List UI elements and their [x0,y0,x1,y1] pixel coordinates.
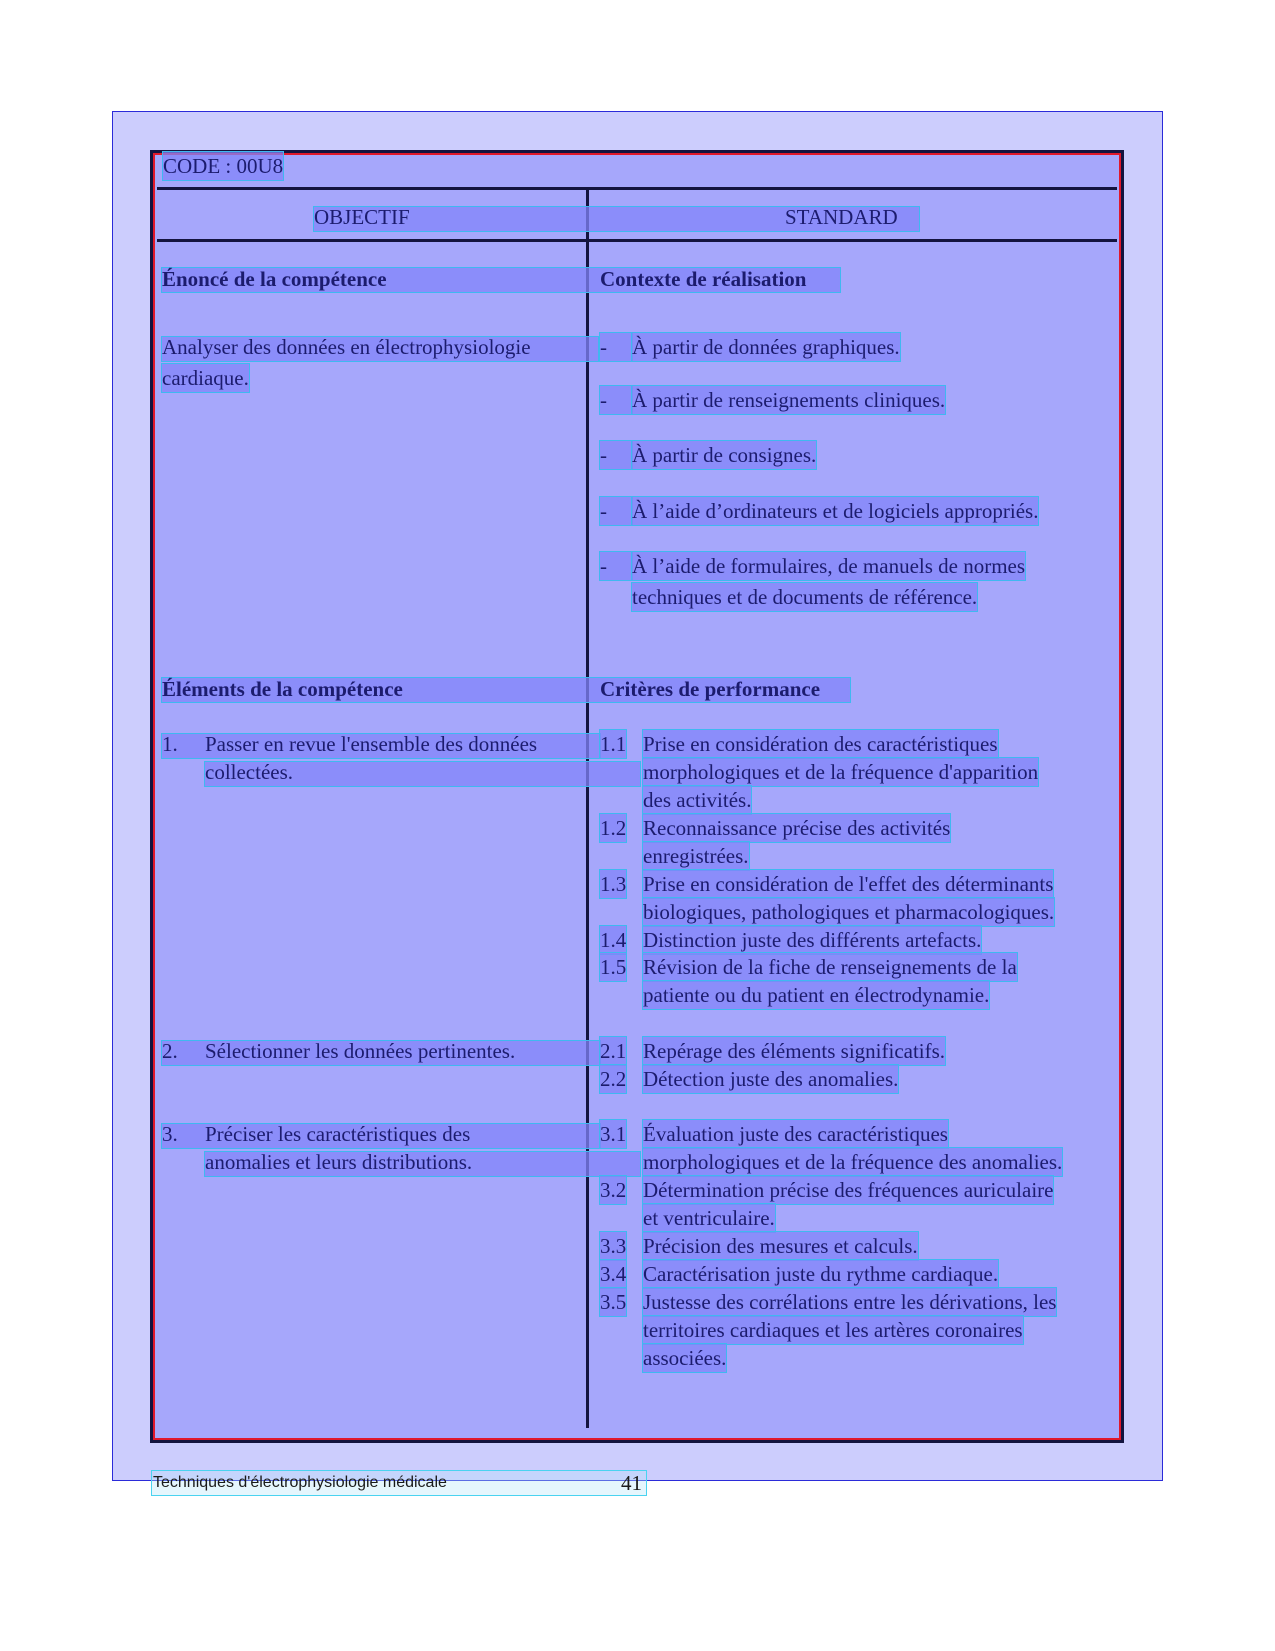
list-item: anomalies et leurs distributions. [205,1150,473,1174]
list-item: associées. [643,1346,727,1370]
column-divider [586,188,589,1428]
list-item: Détermination précise des fréquences auriculaire [643,1178,1054,1202]
list-item: Reconnaissance précise des activités [643,816,951,840]
list-item-number: 3.5 [600,1290,627,1314]
page-footer [152,1471,646,1495]
enonce-line: cardiaque. [162,366,249,390]
list-item: Repérage des éléments significatifs. [643,1039,946,1063]
list-item-bullet: - [600,497,632,525]
list-item-number: 2. [162,1039,178,1063]
list-item-number: 1.5 [600,955,627,979]
column-header-standard: STANDARD [785,205,898,229]
list-item-number: 1.3 [600,872,627,896]
list-item-bullet: - [600,333,632,361]
list-item: Détection juste des anomalies. [643,1067,899,1091]
list-item: Préciser les caractéristiques des [205,1122,471,1146]
list-item: Distinction juste des différents artefacts. [643,928,982,952]
list-item: À partir de renseignements cliniques. [632,388,946,412]
column-header-objectif: OBJECTIF [314,205,410,229]
list-item: morphologiques et de la fréquence d'apparition [643,760,1039,784]
list-item-number: 1.2 [600,816,627,840]
list-item-number: 3. [162,1122,178,1146]
enonce-line: Analyser des données en électrophysiologie [162,335,531,359]
list-item: techniques et de documents de référence. [632,585,978,609]
footer-title: Techniques d'électrophysiologie médicale [153,1474,447,1491]
list-item: À partir de consignes. [632,443,817,467]
list-item: À l’aide de formulaires, de manuels de normes [632,554,1026,578]
list-item: collectées. [205,760,294,784]
list-item: morphologiques et de la fréquence des anomalies. [643,1150,1063,1174]
list-item: Précision des mesures et calculs. [643,1234,918,1258]
list-item-number: 3.4 [600,1262,627,1286]
list-item: Prise en considération des caractéristiques [643,732,998,756]
list-item: enregistrées. [643,844,749,868]
elements-heading: Éléments de la compétence [162,677,403,701]
list-item: territoires cardiaques et les artères coronaires [643,1318,1023,1342]
list-item-bullet: - [600,441,632,469]
list-item-number: 2.1 [600,1039,627,1063]
list-item: biologiques, pathologiques et pharmacologiques. [643,900,1055,924]
list-item-bullet: - [600,552,632,580]
list-item-number: 1.1 [600,732,627,756]
list-item-number: 3.1 [600,1122,627,1146]
list-item: Caractérisation juste du rythme cardiaque. [643,1262,999,1286]
list-item: et ventriculaire. [643,1206,775,1230]
list-item-number: 3.3 [600,1234,627,1258]
list-item: des activités. [643,788,752,812]
list-item-number: 2.2 [600,1067,627,1091]
header-divider [157,187,1117,190]
list-item-number: 3.2 [600,1178,627,1202]
list-item: À l’aide d’ordinateurs et de logiciels appropriés. [632,499,1039,523]
list-item-number: 1.4 [600,928,627,952]
page-number: 41 [621,1471,642,1495]
list-item: Évaluation juste des caractéristiques [643,1122,948,1146]
list-item-number: 1. [162,732,178,756]
column-header-divider [157,239,1117,242]
contexte-heading: Contexte de réalisation [600,267,807,291]
list-item: À partir de données graphiques. [632,335,900,359]
list-item: Sélectionner les données pertinentes. [205,1039,516,1063]
list-item: Justesse des corrélations entre les dérivations, les [643,1290,1057,1314]
criteres-heading: Critères de performance [600,677,821,701]
list-item-bullet: - [600,386,632,414]
list-item: Prise en considération de l'effet des déterminants [643,872,1054,896]
list-item: Passer en revue l'ensemble des données [205,732,538,756]
list-item: Révision de la fiche de renseignements de la [643,955,1017,979]
list-item: patiente ou du patient en électrodynamie. [643,983,990,1007]
enonce-heading: Énoncé de la compétence [162,267,387,291]
code-label: CODE : 00U8 [163,154,284,178]
